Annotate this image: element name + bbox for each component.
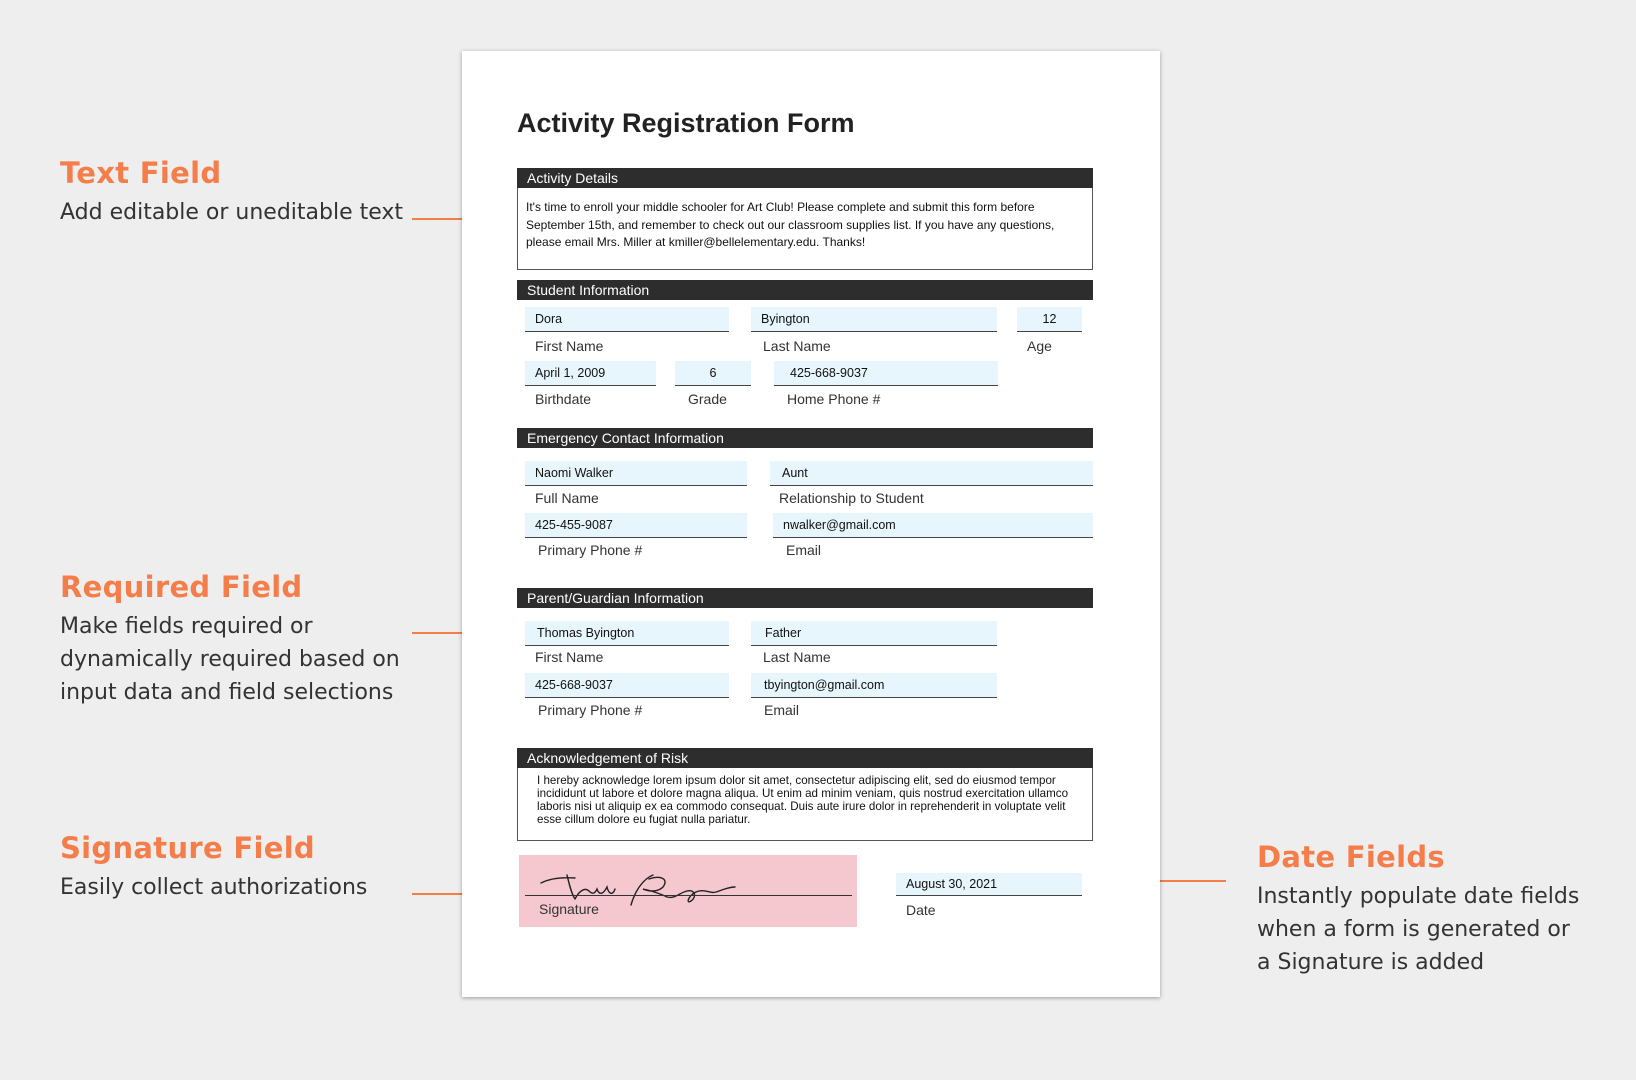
callout-description: Easily collect authorizations [60,875,368,900]
emergency-email-label: Email [786,542,822,558]
guardian-phone-field[interactable]: 425-668-9037 [525,673,729,698]
guardian-first-name-field[interactable]: Thomas Byington [525,621,729,646]
student-home-phone-field[interactable]: 425-668-9037 [774,361,998,386]
callout-signature-field [60,831,367,904]
signature-line [525,895,852,896]
guardian-last-name-field[interactable]: Father [751,621,997,646]
student-age-field[interactable]: 12 [1017,307,1082,332]
callout-line: Make fields required or [60,614,313,639]
student-last-name-label: Last Name [763,338,831,354]
callout-description [60,610,400,709]
callout-text-field [60,156,403,229]
student-birthdate-field[interactable]: April 1, 2009 [525,361,656,386]
callout-line: a Signature is added [1257,950,1485,975]
form-title: Activity Registration Form [517,108,855,138]
callout-line: when a form is generated or [1257,917,1570,942]
emergency-phone-label: Primary Phone # [538,542,643,558]
section-header-activity: Activity Details [517,168,1093,188]
callout-description [1257,880,1579,979]
callout-line: Instantly populate date fields [1257,884,1580,909]
guardian-email-field[interactable]: tbyington@gmail.com [751,673,997,698]
guardian-last-name-label: Last Name [763,649,831,665]
guardian-phone-label: Primary Phone # [538,702,643,718]
section-header-guardian: Parent/Guardian Information [517,588,1093,608]
callout-description: Add editable or uneditable text [60,200,404,225]
section-header-student: Student Information [517,280,1093,300]
student-age-label: Age [1027,338,1052,354]
guardian-email-label: Email [764,702,800,718]
risk-text-field[interactable]: I hereby acknowledge lorem ipsum dolor sit amet, consectetur adipiscing elit, sed do eiusmod tempor incididunt ut labore et dolore magna aliqua. Ut enim ad minim veniam, quis nostrud exercitation ullamco laboris nisi ut aliquip ex ea commodo consequat. Duis aute irure dolor in reprehenderit in voluptate velit esse cillum dolore eu fugiat nulla pariatur. [517,768,1093,841]
activity-text-field[interactable]: It's time to enroll your middle schooler for Art Club! Please complete and submit this form before September 15th, and remember to check out our classroom supplies list. If you have any questions, please email Mrs. Miller at kmiller@bellelementary.edu. Thanks! [517,188,1093,270]
emergency-phone-field[interactable]: 425-455-9087 [525,513,747,538]
callout-title: Signature Field [60,831,315,865]
emergency-relationship-label: Relationship to Student [779,490,924,506]
student-birthdate-label: Birthdate [535,391,592,407]
student-first-name-field[interactable]: Dora [525,307,729,332]
student-grade-label: Grade [688,391,727,407]
signature-label: Signature [539,901,599,917]
emergency-full-name-field[interactable]: Naomi Walker [525,461,747,486]
student-first-name-label: First Name [535,338,604,354]
callout-title: Date Fields [1257,840,1445,874]
callout-line: input data and field selections [60,680,394,705]
signature-field[interactable] [519,855,857,927]
callout-date-fields [1257,840,1579,979]
student-last-name-field[interactable]: Byington [751,307,997,332]
date-label: Date [906,902,936,918]
emergency-email-field[interactable]: nwalker@gmail.com [773,513,1093,538]
callout-title: Required Field [60,570,303,604]
guardian-first-name-label: First Name [535,649,604,665]
section-header-risk: Acknowledgement of Risk [517,748,1093,768]
date-field[interactable]: August 30, 2021 [896,873,1082,896]
callout-required-field [60,570,400,709]
callout-line: dynamically required based on [60,647,400,672]
section-header-emergency: Emergency Contact Information [517,428,1093,448]
emergency-full-name-label: Full Name [535,490,599,506]
emergency-relationship-field[interactable]: Aunt [770,461,1093,486]
student-grade-field[interactable]: 6 [675,361,751,386]
student-home-phone-label: Home Phone # [787,391,881,407]
callout-title: Text Field [60,156,222,190]
form-page [462,51,1160,997]
